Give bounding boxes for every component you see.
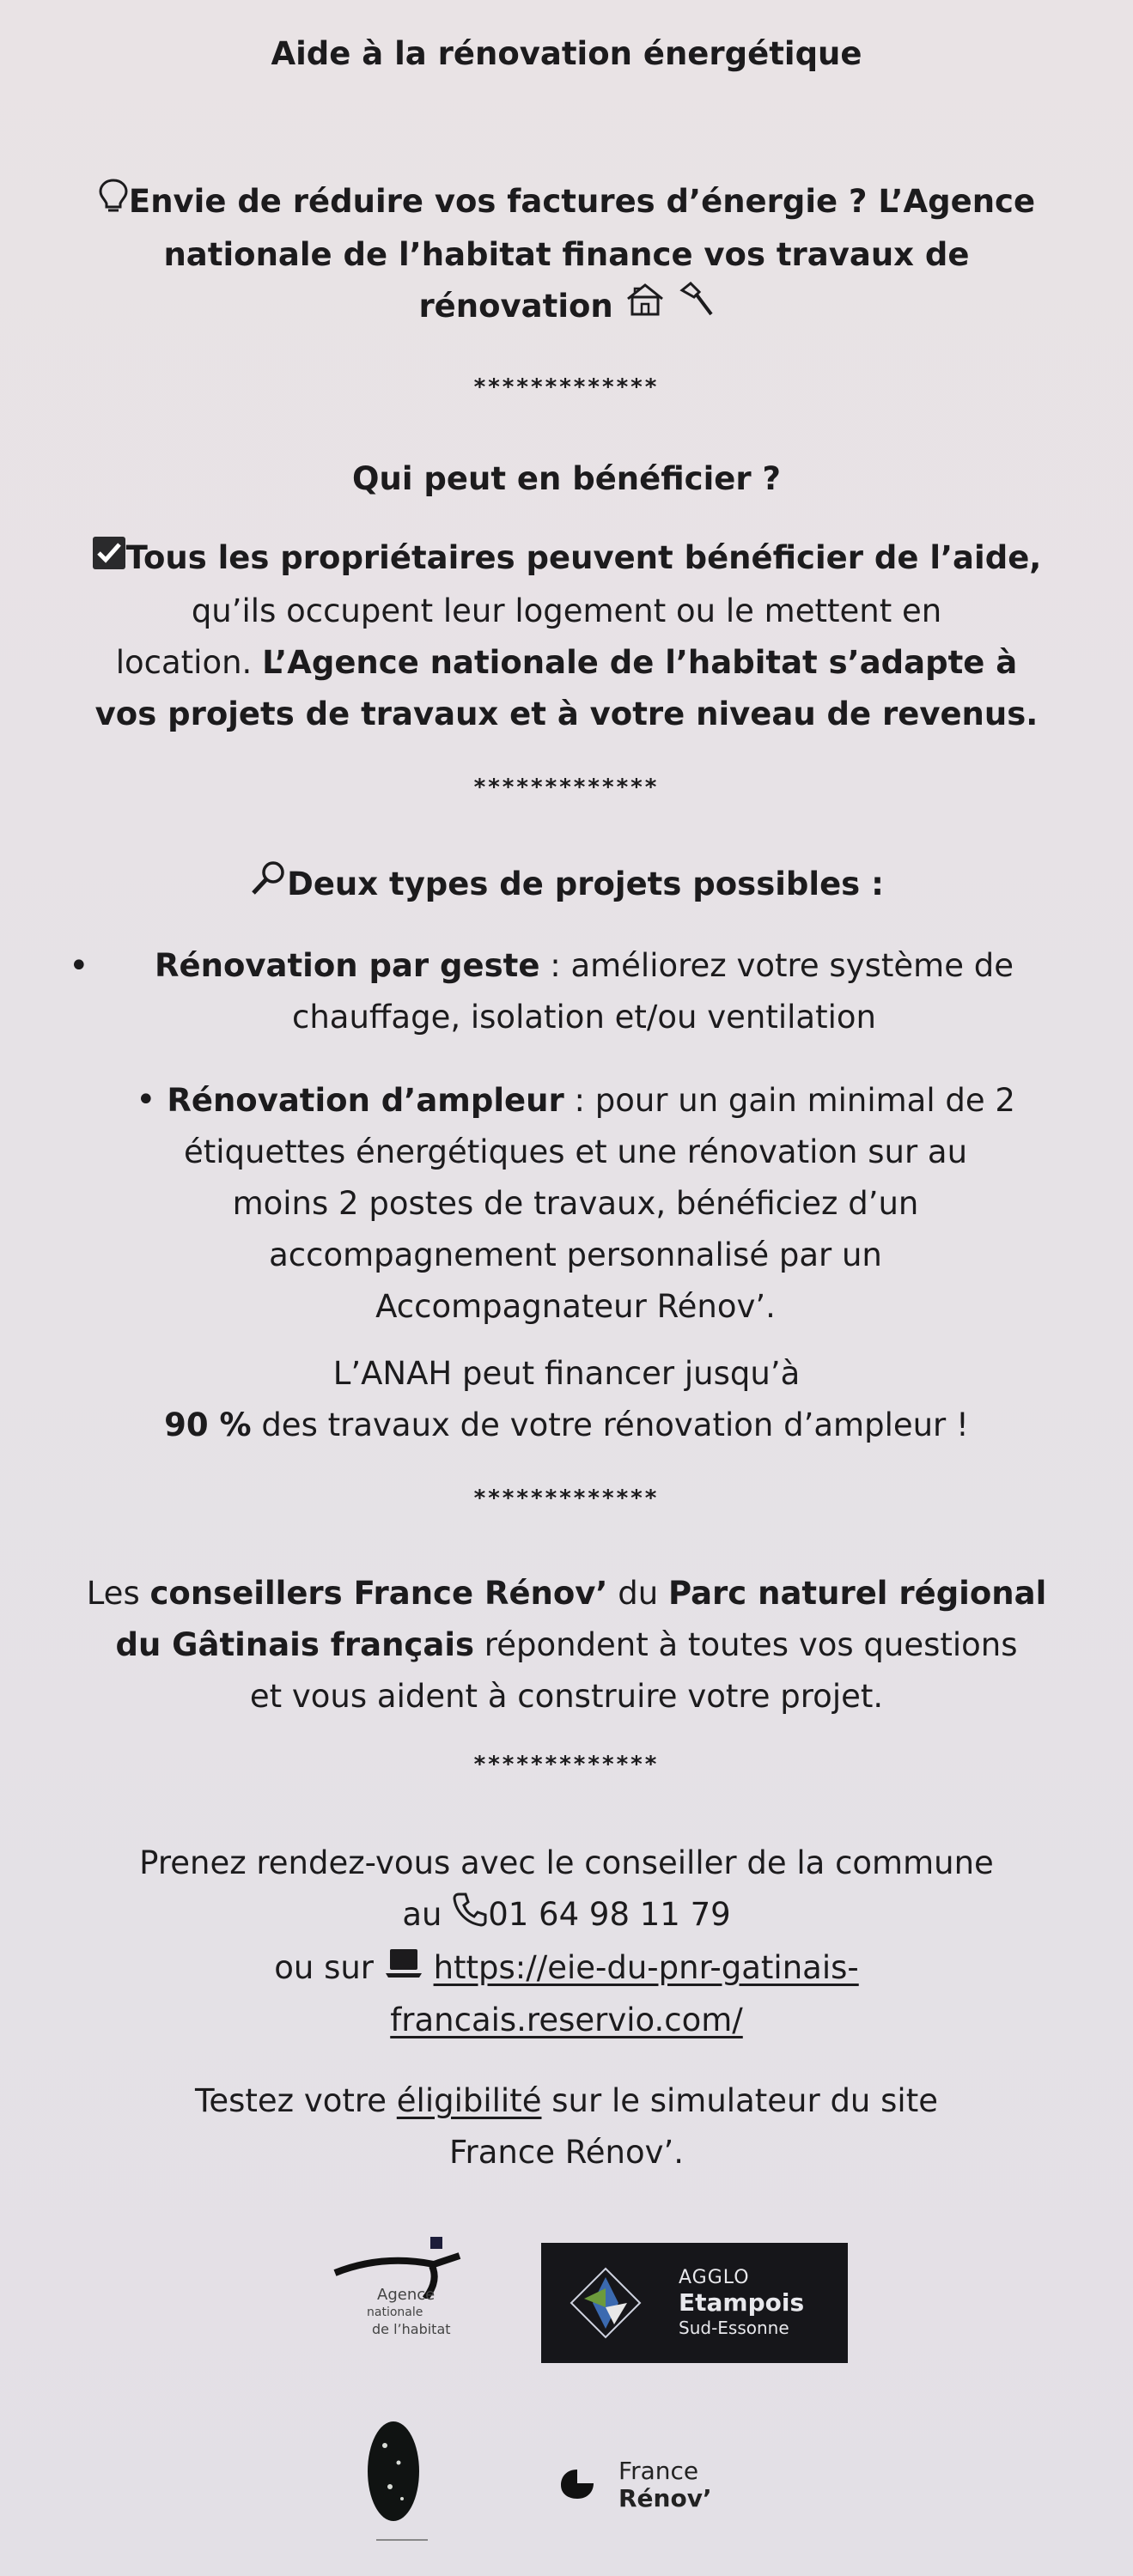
parc-gatinais-logo: [359, 2411, 445, 2549]
house-icon: [624, 282, 666, 333]
eligibility-link[interactable]: éligibilité: [396, 2082, 542, 2119]
phone-number[interactable]: 01 64 98 11 79: [488, 1896, 731, 1933]
phone-icon: [452, 1891, 488, 1942]
who-line-1: Tous les propriétaires peuvent bénéficier de l’aide,: [0, 532, 1133, 586]
anah-financing: L’ANAH peut financer jusqu’à 90 % des travaux de votre rénovation d’ampleur !: [164, 1355, 969, 1443]
agglo-etampois-logo: AGGLO Etampois Sud-Essonne: [541, 2243, 848, 2363]
projects-heading: Deux types de projets possibles :: [0, 859, 1133, 913]
hammer-icon: [677, 282, 715, 333]
who-line-2: qu’ils occupent leur logement ou le mettent en: [191, 592, 942, 629]
intro-line-3: rénovation: [0, 281, 1133, 334]
separator: *************: [473, 1752, 660, 1777]
list-item: • Rénovation par geste : améliorez votre système de chauffage, isolation et/ou ventilation: [69, 940, 1082, 1043]
bullet-dot: •: [136, 1080, 168, 1120]
bullet-dot: •: [69, 946, 89, 986]
who-block: [0, 532, 1133, 740]
anah-logo: Agence nationale de l’habitat: [331, 2237, 494, 2331]
projects-bullet-list: [69, 940, 1082, 1333]
france-renov-logo: France Rénov’: [558, 2458, 730, 2526]
laptop-icon: [384, 1943, 423, 1995]
url-line: ou sur https://eie-du-pnr-gatinais-: [0, 1942, 1133, 1996]
intro-line-2: nationale de l’habitat finance vos travaux de: [163, 235, 970, 273]
booking-link-continued[interactable]: francais.reservio.com/: [390, 2002, 743, 2038]
intro-line-1: Envie de réduire vos factures d’énergie ? L’Agence: [0, 176, 1133, 229]
lightbulb-icon: [98, 178, 129, 229]
contact-block: Prenez rendez-vous avec le conseiller de la commune au 01 64 98 11 79 ou sur https://eie-du-pnr-gatinais- francais.reservio.com/ Testez votre éligibilité sur le simulateur du site France Rénov’.: [0, 1838, 1133, 2178]
page-title: Aide à la rénovation énergétique: [271, 35, 862, 72]
separator: *************: [473, 1485, 660, 1511]
magnifier-icon: [249, 860, 287, 913]
checkbox-icon: [92, 534, 126, 586]
who-heading: Qui peut en bénéficier ?: [352, 460, 781, 497]
who-line-4: vos projets de travaux et à votre niveau de revenus.: [94, 695, 1039, 732]
booking-link[interactable]: https://eie-du-pnr-gatinais-: [433, 1948, 859, 1986]
who-line-3: location. L’Agence nationale de l’habitat s’adapte à: [115, 643, 1018, 681]
advisors-block: Les conseillers France Rénov’ du Parc naturel régional du Gâtinais français répondent à toutes vos questions et vous aident à construire votre projet.: [86, 1575, 1047, 1715]
separator: *************: [473, 374, 660, 400]
phone-line: au 01 64 98 11 79: [0, 1889, 1133, 1942]
list-item: • Rénovation d’ampleur : pour un gain minimal de 2 étiquettes énergétiques et une rénovation sur au moins 2 postes de travaux, bénéficiez d’un accompagnement personnalisé par un Accompagnateur Rénov’.: [136, 1080, 1015, 1325]
separator: *************: [473, 775, 660, 800]
intro-block: [0, 176, 1133, 333]
